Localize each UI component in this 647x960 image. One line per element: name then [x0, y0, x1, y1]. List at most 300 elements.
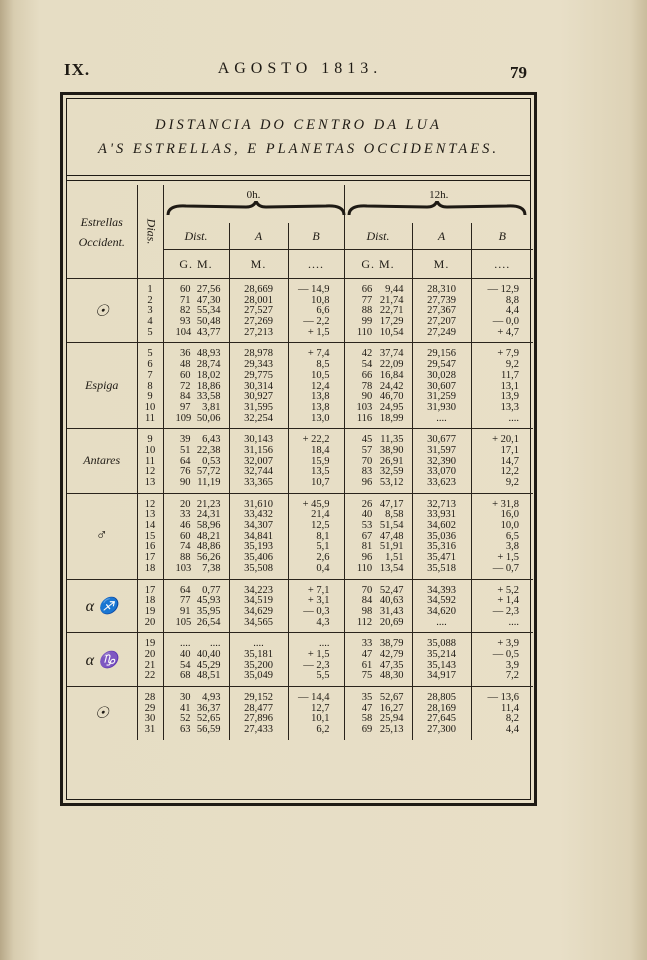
b-0h-value: 8,5	[316, 359, 330, 371]
b-12h-value: 13,3	[500, 401, 520, 413]
b-0h-cell	[288, 633, 344, 687]
degrees: 88	[180, 552, 191, 564]
day-number: 31	[144, 724, 156, 736]
degrees: 84	[361, 595, 373, 607]
b-12h-cell	[471, 633, 533, 687]
a-0h-cell	[229, 687, 288, 740]
distance-value	[347, 618, 410, 629]
dist-12h-cell	[344, 343, 412, 429]
minutes: 36,37	[196, 702, 221, 714]
distance-value	[166, 725, 227, 736]
a-12h-value: ....	[436, 616, 447, 628]
b-0h-value: + 45,9	[302, 498, 330, 510]
a-0h-cell	[229, 279, 288, 343]
minutes: 47,35	[379, 659, 404, 671]
b-0h-value: 13,8	[311, 391, 330, 403]
b-0h-value: 10,7	[311, 477, 330, 488]
a-0h-unit: M.	[229, 250, 288, 279]
a-12h-value: 27,300	[427, 724, 456, 736]
dist-0h-cell	[163, 633, 229, 687]
a-12h-cell	[412, 687, 471, 740]
b-0h-value: 10,1	[311, 713, 330, 725]
b-0h-value: 2,6	[316, 552, 330, 564]
degrees: 53	[361, 520, 373, 532]
a-0h-value: 28,477	[244, 702, 273, 714]
minutes: 18,02	[196, 369, 221, 381]
a-0h-value: 34,841	[244, 530, 273, 542]
distance-value	[347, 671, 410, 682]
a-12h-value: 35,471	[427, 552, 456, 564]
distance-value	[166, 671, 227, 682]
b-12h-cell	[471, 579, 533, 633]
a-12h-value: 27,249	[427, 326, 456, 338]
a-0h-value: 35,200	[244, 659, 273, 671]
b-12h-value: + 3,9	[497, 638, 520, 650]
degrees: 30	[180, 692, 191, 703]
days-cell	[137, 687, 163, 740]
degrees: 70	[361, 455, 373, 467]
minutes: 55,34	[196, 305, 221, 317]
b-12h-value: + 31,8	[492, 498, 520, 510]
a-12h-value: 35,143	[427, 659, 456, 671]
lunar-distance-table	[67, 185, 533, 740]
dist-0h-cell	[163, 429, 229, 493]
days-cell	[137, 343, 163, 429]
a-12h-value: 32,390	[427, 455, 456, 467]
title-rule	[67, 175, 530, 176]
a-0h-value: 33,365	[244, 477, 273, 488]
distance-value	[166, 403, 227, 414]
minutes: 0,53	[202, 455, 221, 467]
minutes: 24,95	[379, 401, 404, 413]
degrees: 93	[180, 316, 191, 328]
day-number: 17	[144, 584, 156, 596]
degrees: 67	[361, 530, 373, 542]
degrees: 26	[361, 498, 373, 510]
b-12h-value: ....	[508, 616, 520, 628]
page-number: 79	[510, 63, 527, 82]
day-number: 10	[144, 401, 156, 413]
a-12h-cell	[412, 429, 471, 493]
degrees: 40	[180, 648, 191, 660]
minutes: 40,63	[379, 595, 404, 607]
b-0h-value: 4,3	[316, 616, 330, 628]
b-12h-value: 12,2	[500, 466, 520, 478]
minutes: 56,59	[196, 724, 221, 736]
b-0h-value: + 1,5	[307, 648, 330, 660]
star-name-cell	[67, 633, 137, 687]
b-12h-value: 14,7	[500, 455, 520, 467]
day-number: 5	[147, 326, 153, 338]
distance-value	[347, 328, 410, 339]
degrees: 109	[175, 412, 192, 424]
minutes: 51,54	[379, 520, 404, 532]
distance-value	[347, 371, 410, 382]
day-number: 12	[144, 498, 156, 510]
b-0h-value: 8,1	[316, 530, 330, 542]
b-12h-value: 7,2	[505, 670, 520, 682]
b-0h-value: ....	[319, 638, 330, 650]
day-number: 13	[144, 477, 156, 488]
a-0h-value: 29,343	[244, 359, 273, 371]
a-0h-value: 31,610	[244, 498, 273, 510]
a-0h-value: 31,156	[244, 444, 273, 456]
minutes: 22,09	[379, 359, 404, 371]
b-12h-value: 16,0	[500, 509, 520, 521]
a-0h-value: 30,927	[244, 391, 273, 403]
b-0h-cell	[288, 493, 344, 579]
a-12h-value: 34,620	[427, 605, 456, 617]
degrees: 81	[361, 541, 373, 553]
a-12h-value: 28,310	[427, 284, 456, 295]
a-12h-value: 31,930	[427, 401, 456, 413]
degrees: 66	[361, 369, 373, 381]
minutes: 3,81	[202, 401, 221, 413]
degrees: ....	[180, 638, 191, 650]
b-12h-value: + 5,2	[497, 584, 520, 596]
a-12h-value: 29,547	[427, 359, 456, 371]
b-0h-value: 10,8	[311, 294, 330, 306]
minutes: 48,86	[196, 541, 221, 553]
a-12h-unit: M.	[412, 250, 471, 279]
dist-12h-unit: G. M.	[344, 250, 412, 279]
a-12h-value: 35,088	[427, 638, 456, 650]
distance-value	[166, 414, 227, 425]
days-column-header	[137, 185, 163, 279]
brace-icon	[166, 201, 346, 221]
minutes: 11,35	[380, 434, 404, 446]
time-0h-label: 0h.	[246, 189, 261, 201]
days-cell	[137, 579, 163, 633]
dist-0h-cell	[163, 279, 229, 343]
degrees: 82	[180, 305, 191, 317]
degrees: 57	[361, 444, 373, 456]
degrees: 75	[361, 670, 373, 682]
b-0h-value: 12,5	[311, 520, 330, 532]
dist-0h-cell	[163, 493, 229, 579]
days-column-label: Dias.	[143, 218, 158, 245]
a-12h-value: 34,602	[427, 520, 456, 532]
star-symbol-icon: ♂	[95, 527, 108, 545]
star-row-group	[67, 687, 533, 740]
day-number: 30	[144, 713, 156, 725]
a-12h-cell	[412, 493, 471, 579]
a-0h-value: 28,001	[244, 294, 273, 306]
a-12h-value: 28,169	[427, 702, 456, 714]
a-0h-value: 32,254	[244, 412, 273, 424]
minutes: ....	[210, 638, 221, 650]
day-number: 3	[147, 305, 153, 317]
b-0h-cell	[288, 579, 344, 633]
b-12h-value: 9,2	[505, 359, 520, 371]
minutes: 52,47	[379, 584, 404, 596]
a-0h-value: 28,978	[244, 348, 273, 360]
a-12h-cell	[412, 343, 471, 429]
a-12h-value: 35,518	[427, 562, 456, 574]
minutes: 25,94	[379, 713, 404, 725]
degrees: 33	[180, 509, 191, 521]
minutes: 46,70	[379, 391, 404, 403]
dist-12h-header: Dist.	[344, 223, 412, 250]
a-12h-value: 27,739	[427, 294, 456, 306]
b-0h-cell	[288, 429, 344, 493]
distance-value	[347, 414, 410, 425]
a-0h-value: 30,314	[244, 380, 273, 392]
minutes: 48,21	[196, 530, 221, 542]
star-name-cell	[67, 429, 137, 493]
a-0h-header: A	[229, 223, 288, 250]
minutes: 56,26	[196, 552, 221, 564]
b-0h-value: 5,5	[316, 670, 330, 682]
b-0h-value: — 14,4	[298, 692, 330, 703]
star-row-group	[67, 429, 533, 493]
minutes: 47,17	[379, 498, 404, 510]
dist-0h-unit: G. M.	[163, 250, 229, 279]
degrees: 58	[361, 713, 373, 725]
degrees: 35	[361, 692, 373, 703]
minutes: 45,29	[196, 659, 221, 671]
minutes: 21,74	[379, 294, 404, 306]
a-12h-value: 35,214	[427, 648, 456, 660]
minutes: 48,51	[196, 670, 221, 682]
a-12h-value: 35,036	[427, 530, 456, 542]
minutes: 51,91	[379, 541, 404, 553]
star-row-group	[67, 579, 533, 633]
days-cell	[137, 429, 163, 493]
day-number: 28	[144, 692, 156, 703]
minutes: 42,79	[379, 648, 404, 660]
day-number: 7	[147, 369, 153, 381]
a-12h-value: 33,623	[427, 477, 456, 488]
dist-12h-cell	[344, 687, 412, 740]
b-12h-cell	[471, 279, 533, 343]
degrees: 96	[361, 552, 373, 564]
degrees: 77	[361, 294, 373, 306]
b-12h-value: 8,2	[505, 713, 520, 725]
dist-0h-cell	[163, 579, 229, 633]
b-0h-value: — 14,9	[298, 284, 330, 295]
a-0h-value: 35,193	[244, 541, 273, 553]
b-0h-value: 21,4	[311, 509, 330, 521]
star-column-label: Estrellas Occident.	[78, 214, 125, 249]
minutes: 25,13	[379, 724, 404, 736]
minutes: 31,43	[379, 605, 404, 617]
b-12h-value: 9,2	[505, 477, 520, 488]
distance-value	[347, 403, 410, 414]
dist-12h-cell	[344, 429, 412, 493]
degrees: 41	[180, 702, 191, 714]
b-12h-value: 8,8	[505, 294, 520, 306]
a-0h-value: 27,896	[244, 713, 273, 725]
minutes: 16,27	[379, 702, 404, 714]
star-row-group	[67, 343, 533, 429]
a-0h-value: 35,049	[244, 670, 273, 682]
a-12h-value: 33,931	[427, 509, 456, 521]
minutes: 27,56	[196, 284, 221, 295]
degrees: 83	[361, 466, 373, 478]
day-number: 1	[147, 284, 153, 295]
b-12h-value: 3,8	[505, 541, 520, 553]
section-number: IX.	[64, 60, 91, 79]
title-rule	[67, 180, 530, 181]
b-12h-value: ....	[508, 412, 520, 424]
degrees: 90	[180, 477, 191, 488]
b-12h-value: — 12,9	[487, 284, 520, 295]
days-cell	[137, 633, 163, 687]
a-0h-cell	[229, 633, 288, 687]
b-0h-cell	[288, 343, 344, 429]
day-number: 29	[144, 702, 156, 714]
degrees: 33	[361, 638, 373, 650]
time-12h-header	[344, 185, 533, 223]
day-number: 14	[144, 520, 156, 532]
a-12h-value: 30,677	[427, 434, 456, 446]
a-0h-value: 34,307	[244, 520, 273, 532]
star-name: Espiga	[85, 378, 119, 393]
degrees: 45	[361, 434, 373, 446]
a-12h-value: 32,713	[427, 498, 456, 510]
b-12h-value: + 1,4	[497, 595, 520, 607]
a-12h-value: 34,917	[427, 670, 456, 682]
b-0h-value: + 7,1	[307, 584, 330, 596]
b-0h-value: — 0,3	[303, 605, 330, 617]
day-number: 20	[144, 616, 156, 628]
star-name-cell	[67, 687, 137, 740]
minutes: 32,59	[379, 466, 404, 478]
b-0h-value: — 2,2	[303, 316, 330, 328]
days-cell	[137, 493, 163, 579]
b-0h-value: 0,4	[316, 562, 330, 574]
b-0h-value: 12,4	[311, 380, 330, 392]
b-0h-value: 15,9	[311, 455, 330, 467]
table-frame-inner	[66, 98, 531, 800]
b-0h-value: 13,0	[311, 412, 330, 424]
minutes: 45,93	[196, 595, 221, 607]
degrees: 36	[180, 348, 191, 360]
degrees: 60	[180, 530, 191, 542]
degrees: 84	[180, 391, 191, 403]
degrees: 104	[175, 326, 192, 338]
degrees: 47	[361, 702, 373, 714]
degrees: 52	[180, 713, 191, 725]
b-0h-value: 5,1	[316, 541, 330, 553]
a-0h-cell	[229, 343, 288, 429]
b-0h-cell	[288, 687, 344, 740]
minutes: 7,38	[202, 562, 221, 574]
minutes: 37,74	[379, 348, 404, 360]
dist-0h-cell	[163, 343, 229, 429]
minutes: 52,65	[196, 713, 221, 725]
a-0h-value: 29,152	[244, 692, 273, 703]
degrees: 61	[361, 659, 373, 671]
b-12h-cell	[471, 343, 533, 429]
day-number: 4	[147, 316, 153, 328]
degrees: 110	[356, 562, 373, 574]
a-0h-value: 34,629	[244, 605, 273, 617]
degrees: 60	[180, 284, 191, 295]
a-12h-value: 28,805	[427, 692, 456, 703]
b-12h-value: — 2,3	[492, 605, 520, 617]
b-12h-value: 13,1	[500, 380, 520, 392]
day-number: 13	[144, 509, 156, 521]
minutes: 47,30	[196, 294, 221, 306]
b-0h-value: 6,2	[316, 724, 330, 736]
b-12h-value: 6,5	[505, 530, 520, 542]
minutes: 18,99	[379, 412, 404, 424]
b-0h-cell	[288, 279, 344, 343]
degrees: 64	[180, 584, 191, 596]
day-number: 9	[147, 391, 153, 403]
a-12h-header: A	[412, 223, 471, 250]
a-12h-value: 29,156	[427, 348, 456, 360]
day-number: 11	[144, 412, 156, 424]
distance-value	[166, 371, 227, 382]
star-symbol-icon: α ♑	[85, 651, 118, 669]
minutes: 20,69	[379, 616, 404, 628]
minutes: 10,54	[379, 326, 404, 338]
a-0h-cell	[229, 493, 288, 579]
a-0h-value: 33,432	[244, 509, 273, 521]
a-12h-cell	[412, 579, 471, 633]
star-row-group	[67, 279, 533, 343]
minutes: 6,43	[202, 434, 221, 446]
b-0h-value: — 2,3	[303, 659, 330, 671]
a-12h-value: 35,316	[427, 541, 456, 553]
minutes: 22,71	[379, 305, 404, 317]
days-cell	[137, 279, 163, 343]
minutes: 24,31	[196, 509, 221, 521]
dist-12h-cell	[344, 579, 412, 633]
b-12h-cell	[471, 429, 533, 493]
b-12h-value: 4,4	[505, 724, 520, 736]
a-0h-value: 31,595	[244, 401, 273, 413]
a-0h-value: 29,775	[244, 369, 273, 381]
b-12h-value: 4,4	[505, 305, 520, 317]
b-12h-value: — 0,0	[492, 316, 520, 328]
minutes: 47,48	[379, 530, 404, 542]
minutes: 40,40	[196, 648, 221, 660]
b-12h-value: 17,1	[500, 444, 520, 456]
a-0h-cell	[229, 579, 288, 633]
degrees: 103	[356, 401, 373, 413]
a-0h-value: 27,269	[244, 316, 273, 328]
a-0h-cell	[229, 429, 288, 493]
minutes: 48,30	[379, 670, 404, 682]
distance-value	[166, 478, 227, 489]
degrees: 88	[361, 305, 373, 317]
b-12h-value: 11,4	[501, 702, 520, 714]
minutes: 50,48	[196, 316, 221, 328]
degrees: 47	[361, 648, 373, 660]
day-number: 19	[144, 638, 156, 650]
b-0h-value: 6,6	[316, 305, 330, 317]
minutes: 48,93	[196, 348, 221, 360]
b-0h-value: + 7,4	[307, 348, 330, 360]
b-0h-header: B	[288, 223, 344, 250]
brace-icon	[347, 201, 527, 221]
month-year: AGOSTO 1813.	[217, 60, 383, 77]
day-number: 19	[144, 605, 156, 617]
degrees: 116	[356, 412, 373, 424]
a-12h-value: ....	[436, 412, 447, 424]
star-column-header	[67, 185, 137, 279]
degrees: 66	[361, 284, 373, 295]
distance-value	[166, 328, 227, 339]
a-0h-value: 27,433	[244, 724, 273, 736]
minutes: 35,95	[196, 605, 221, 617]
b-12h-value: 11,7	[501, 369, 520, 381]
minutes: 24,42	[379, 380, 404, 392]
